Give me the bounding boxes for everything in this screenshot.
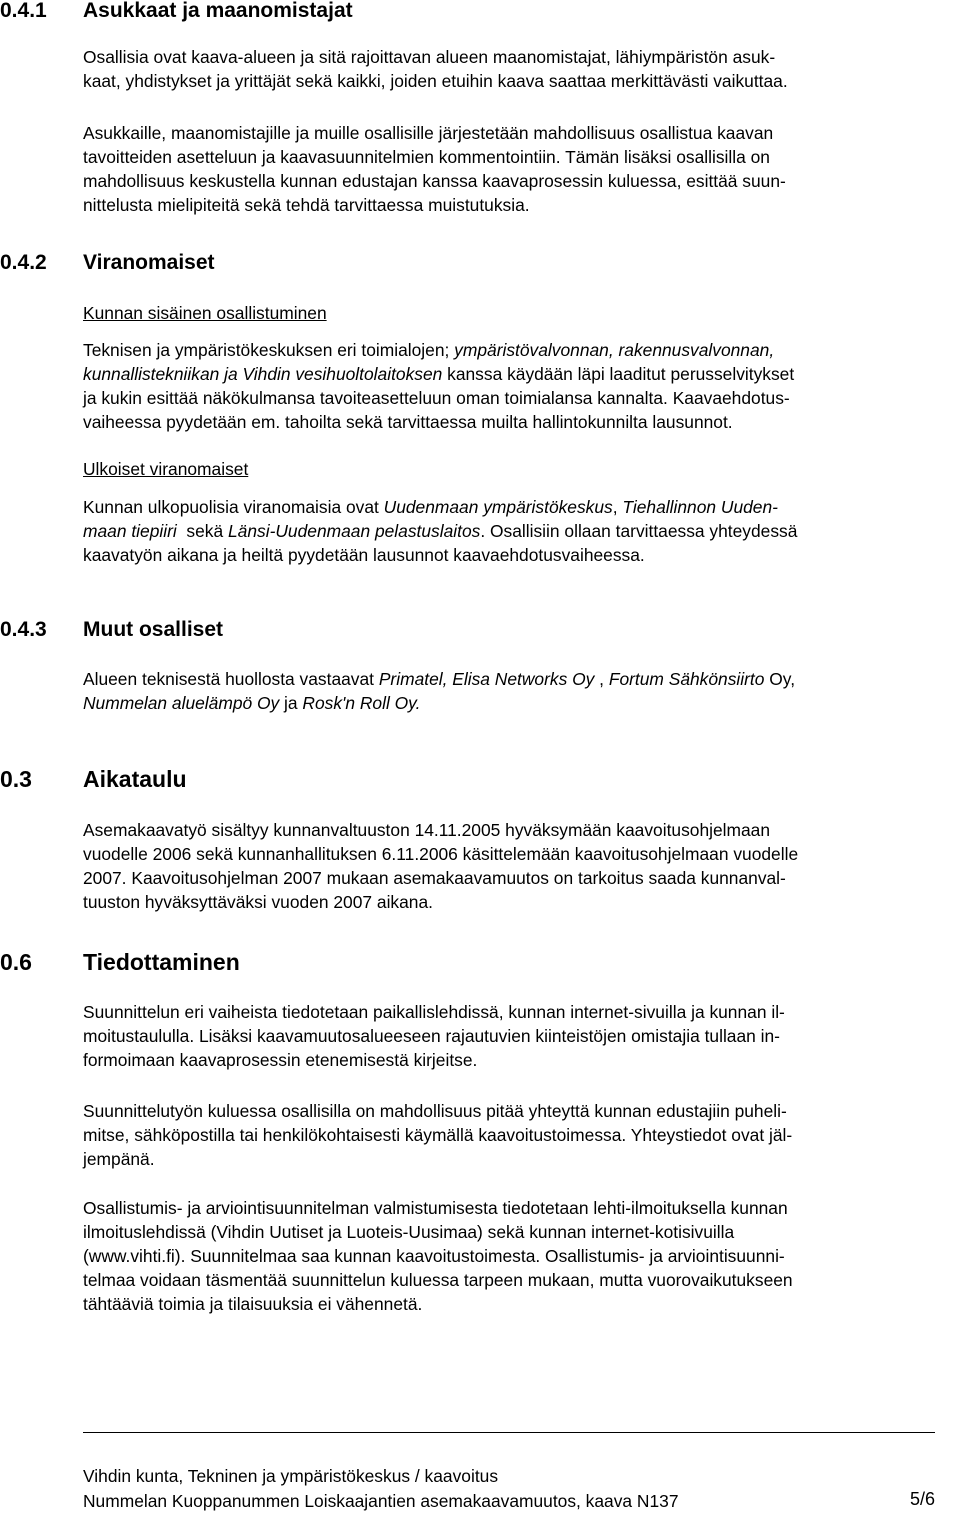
text-line: moitustaululla. Lisäksi kaavamuutosalueeseen rajautuvien kiinteistöjen omistajia tullaan in- <box>83 1026 780 1046</box>
italic-run: Primatel, Elisa Networks Oy <box>378 669 595 689</box>
subheading-external: Ulkoiset viranomaiset <box>83 459 249 479</box>
section-number: 0.4.2 <box>0 251 47 274</box>
text-line: Asukkaille, maanomistajille ja muille osallisille järjestetään mahdollisuus osallistua kaavan <box>83 123 774 143</box>
text-line: (www.vihti.fi). Suunnitelmaa saa kunnan kaavoitustoimesta. Osallistumis- ja arviointisuunni- <box>83 1246 785 1266</box>
paragraph <box>83 495 960 567</box>
text-run: ja <box>279 693 303 713</box>
text-line: Asemakaavatyö sisältyy kunnanvaltuuston 14.11.2005 hyväksymään kaavoitusohjelmaan <box>83 820 771 840</box>
footer-rule <box>83 1432 935 1433</box>
text-run: , <box>612 497 623 517</box>
text-line: 2007. Kaavoitusohjelman 2007 mukaan asemakaavamuutos on tarkoitus saada kunnanval- <box>83 868 786 888</box>
text-line: kaat, yhdistykset ja yrittäjät sekä kaikki, joiden etuihin kaava saattaa merkittävästi vaikuttaa. <box>83 71 788 91</box>
text-line <box>83 338 960 362</box>
text-line: ilmoituslehdissä (Vihdin Uutiset ja Luoteis-Uusimaa) sekä kunnan internet-kotisivuilla <box>83 1222 735 1242</box>
paragraph <box>83 121 960 217</box>
text-line: tuuston hyväksyttäväksi vuoden 2007 aikana. <box>83 892 433 912</box>
text-line <box>83 519 960 543</box>
page-number: 5/6 <box>909 1489 935 1509</box>
text-line: Suunnittelun eri vaiheista tiedotetaan paikallislehdissä, kunnan internet-sivuilla ja kunnan il- <box>83 1002 785 1022</box>
subheading-internal: Kunnan sisäinen osallistuminen <box>83 303 327 323</box>
footer-line-1: Vihdin kunta, Tekninen ja ympäristökeskus / kaavoitus <box>83 1466 499 1486</box>
subheading <box>83 457 960 481</box>
footer-line-2: Nummelan Kuoppanummen Loiskaajantien asemakaavamuutos, kaava N137 <box>83 1491 679 1511</box>
italic-run: maan tiepiiri <box>83 521 177 541</box>
heading-0-4-1 <box>0 0 960 24</box>
text-line <box>83 362 960 386</box>
text-run: kanssa käydään läpi laaditut perusselvitykset <box>442 364 795 384</box>
text-run: Teknisen ja ympäristökeskuksen eri toimialojen; <box>83 340 455 360</box>
section-title: Muut osalliset <box>83 618 224 641</box>
italic-run: kunnallistekniikan ja Vihdin vesihuoltolaitoksen <box>83 364 443 384</box>
text-line: vaiheessa pyydetään em. tahoilta sekä tarvittaessa muilta hallintokunnilta lausunnot. <box>83 412 733 432</box>
text-line: Osallisia ovat kaava-alueen ja sitä rajoittavan alueen maanomistajat, lähiympäristön asuk- <box>83 47 776 67</box>
italic-run: ympäristövalvonnan, rakennusvalvonnan, <box>454 340 775 360</box>
paragraph <box>83 1196 960 1316</box>
italic-run: Fortum Sähkönsiirto <box>608 669 765 689</box>
text-run: sekä <box>176 521 228 541</box>
section-number: 0.4.1 <box>0 0 47 22</box>
text-line: ja kukin esittää näkökulmansa tavoiteasetteluun oman toimialansa kannalta. Kaavaehdotus- <box>83 388 790 408</box>
paragraph <box>83 338 960 434</box>
italic-run: Nummelan aluelämpö Oy <box>83 693 280 713</box>
paragraph <box>83 45 960 93</box>
heading-0-4-2 <box>0 250 960 276</box>
italic-run: Tiehallinnon Uuden- <box>622 497 778 517</box>
text-line: mahdollisuus keskustella kunnan edustajan kanssa kaavaprosessin kuluessa, esittää suun- <box>83 171 786 191</box>
text-line: kaavatyön aikana ja heiltä pyydetään lausunnot kaavaehdotusvaiheessa. <box>83 545 645 565</box>
heading-0-6 <box>0 949 960 975</box>
section-title: Aikataulu <box>83 766 187 792</box>
heading-0-3 <box>0 766 960 792</box>
text-line: tähtääviä toimia ja tilaisuuksia ei vähennetä. <box>83 1294 423 1314</box>
paragraph <box>83 1099 960 1171</box>
heading-0-4-3 <box>0 617 960 643</box>
paragraph <box>83 818 960 914</box>
text-run: Alueen teknisestä huollosta vastaavat <box>83 669 379 689</box>
subheading <box>83 301 960 325</box>
section-number: 0.4.3 <box>0 618 47 641</box>
text-run: , <box>594 669 609 689</box>
text-line: Suunnittelutyön kuluessa osallisilla on mahdollisuus pitää yhteyttä kunnan edustajiin puheli- <box>83 1101 787 1121</box>
section-number: 0.3 <box>0 766 32 792</box>
text-line <box>83 691 960 715</box>
text-line: mitse, sähköpostilla tai henkilökohtaisesti käymällä kaavoitustoimessa. Yhteystiedot ovat jäl- <box>83 1125 793 1145</box>
section-title: Viranomaiset <box>83 251 215 274</box>
section-title: Asukkaat ja maanomistajat <box>83 0 353 22</box>
text-line: vuodelle 2006 sekä kunnanhallituksen 6.11.2006 käsittelemään kaavoitusohjelmaan vuodelle <box>83 844 799 864</box>
text-line <box>83 495 960 519</box>
text-line: jempänä. <box>83 1149 155 1169</box>
text-run: . Osallisiin ollaan tarvittaessa yhteydessä <box>480 521 798 541</box>
text-line <box>83 667 960 691</box>
paragraph <box>83 667 960 715</box>
italic-run: Rosk'n Roll Oy. <box>302 693 421 713</box>
section-title: Tiedottaminen <box>83 949 240 975</box>
paragraph <box>83 1000 960 1072</box>
text-run: Kunnan ulkopuolisia viranomaisia ovat <box>83 497 384 517</box>
text-line: nittelusta mielipiteitä sekä tehdä tarvittaessa muistutuksia. <box>83 195 530 215</box>
text-line: formoimaan kaavaprosessin etenemisestä kirjeitse. <box>83 1050 478 1070</box>
text-line: Osallistumis- ja arviointisuunnitelman valmistumisesta tiedotetaan lehti-ilmoituksella kunnan <box>83 1198 788 1218</box>
italic-run: Uudenmaan ympäristökeskus <box>383 497 613 517</box>
section-number: 0.6 <box>0 949 32 975</box>
text-line: tavoitteiden asetteluun ja kaavasuunnitelmien kommentointiin. Tämän lisäksi osallisilla on <box>83 147 770 167</box>
italic-run: Länsi-Uudenmaan pelastuslaitos <box>228 521 481 541</box>
text-run: Oy, <box>764 669 796 689</box>
text-line: telmaa voidaan täsmentää suunnittelun kuluessa tarpeen mukaan, mutta vuorovaikutukseen <box>83 1270 793 1290</box>
